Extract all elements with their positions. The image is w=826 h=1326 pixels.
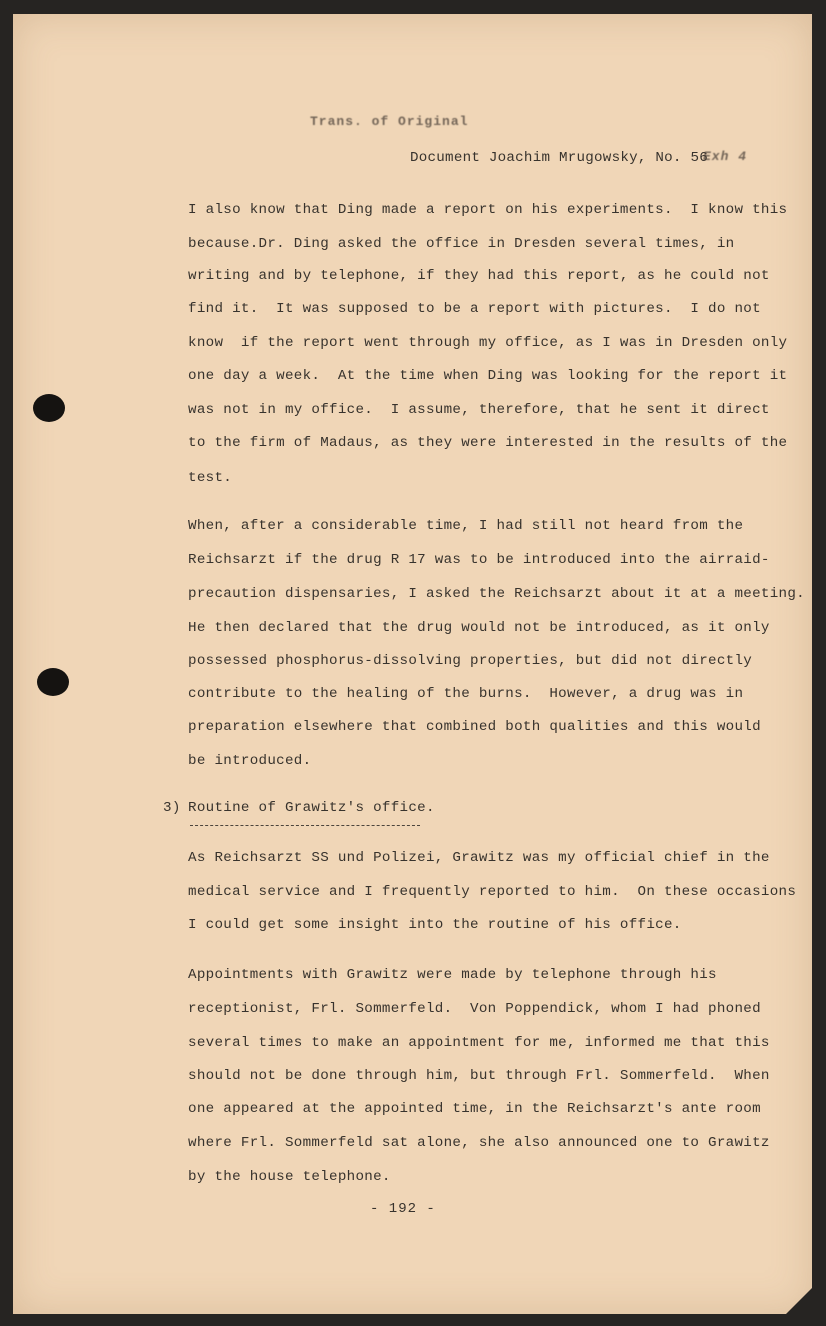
torn-corner <box>786 1288 812 1314</box>
text-line: where Frl. Sommerfeld sat alone, she also announced one to Grawitz <box>188 1135 770 1151</box>
text-line: Reichsarzt if the drug R 17 was to be introduced into the airraid- <box>188 552 770 568</box>
text-line: find it. It was supposed to be a report with pictures. I do not <box>188 301 761 317</box>
document-reference: Document Joachim Mrugowsky, No. 56 <box>410 150 708 166</box>
text-line: I also know that Ding made a report on his experiments. I know this <box>188 202 788 218</box>
section-heading: Routine of Grawitz's office. <box>188 800 435 816</box>
text-line: Appointments with Grawitz were made by telephone through his <box>188 967 717 983</box>
smudged-title: Trans. of Original <box>310 114 469 129</box>
section-number: 3) <box>163 800 181 816</box>
text-line: precaution dispensaries, I asked the Reichsarzt about it at a meeting. <box>188 586 805 602</box>
punch-hole-top <box>33 394 65 422</box>
text-line: When, after a considerable time, I had still not heard from the <box>188 518 744 534</box>
text-line: preparation elsewhere that combined both qualities and this would <box>188 719 761 735</box>
text-line: possessed phosphorus-dissolving properties, but did not directly <box>188 653 753 669</box>
text-line: one day a week. At the time when Ding was looking for the report it <box>188 368 788 384</box>
text-line: writing and by telephone, if they had this report, as he could not <box>188 268 770 284</box>
handwritten-exhibit-mark: Exh 4 <box>703 149 748 164</box>
text-line: one appeared at the appointed time, in the Reichsarzt's ante room <box>188 1101 761 1117</box>
text-line: contribute to the healing of the burns. However, a drug was in <box>188 686 744 702</box>
text-line: because.Dr. Ding asked the office in Dresden several times, in <box>188 236 735 252</box>
text-line: I could get some insight into the routine of his office. <box>188 917 682 933</box>
text-line: several times to make an appointment for me, informed me that this <box>188 1035 770 1051</box>
text-line: was not in my office. I assume, therefore, that he sent it direct <box>188 402 770 418</box>
text-line: know if the report went through my office, as I was in Dresden only <box>188 335 788 351</box>
text-line: medical service and I frequently reported to him. On these occasions <box>188 884 797 900</box>
text-line: As Reichsarzt SS und Polizei, Grawitz was my official chief in the <box>188 850 770 866</box>
page-number: - 192 - <box>370 1201 436 1217</box>
text-line: receptionist, Frl. Sommerfeld. Von Poppendick, whom I had phoned <box>188 1001 761 1017</box>
text-line: by the house telephone. <box>188 1169 391 1185</box>
text-line: should not be done through him, but through Frl. Sommerfeld. When <box>188 1068 770 1084</box>
text-line: to the firm of Madaus, as they were interested in the results of the <box>188 435 788 451</box>
text-line: He then declared that the drug would not be introduced, as it only <box>188 620 770 636</box>
heading-underline <box>190 825 420 826</box>
text-line: test. <box>188 470 233 486</box>
punch-hole-bottom <box>37 668 69 696</box>
text-line: be introduced. <box>188 753 312 769</box>
